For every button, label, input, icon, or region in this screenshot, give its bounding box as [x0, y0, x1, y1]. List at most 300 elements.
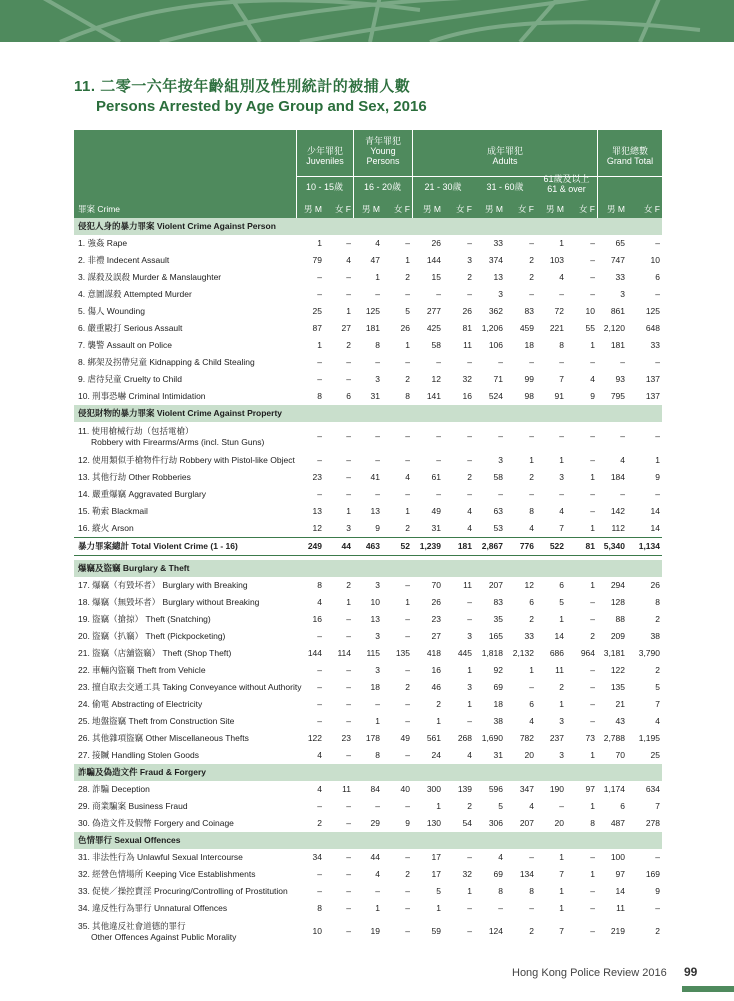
table-cell: 2: [590, 631, 595, 641]
row-label: 4. 意圖謀殺 Attempted Murder: [78, 289, 192, 299]
table-cell: –: [405, 665, 410, 675]
table-cell: 18: [493, 699, 503, 709]
table-cell: –: [346, 374, 351, 384]
table-cell: 6: [529, 699, 534, 709]
table-cell: 13: [312, 506, 322, 516]
table-cell: –: [529, 238, 534, 248]
table-cell: –: [405, 357, 410, 367]
table-cell: 418: [426, 648, 441, 658]
table-cell: 3,790: [638, 648, 660, 658]
total-row: [74, 537, 662, 556]
table-cell: 44: [341, 541, 351, 551]
table-cell: 1: [559, 699, 564, 709]
table-cell: 221: [549, 323, 564, 333]
table-cell: 9: [590, 391, 595, 401]
table-cell: 4: [375, 869, 380, 879]
table-cell: 7: [655, 801, 660, 811]
row-label: 16. 縱火 Arson: [78, 523, 134, 533]
table-cell: 53: [493, 523, 503, 533]
table-cell: 18: [524, 340, 534, 350]
table-cell: 3: [559, 472, 564, 482]
table-cell: 31: [431, 523, 441, 533]
table-cell: 106: [488, 340, 503, 350]
table-cell: 49: [431, 506, 441, 516]
table-cell: 362: [488, 306, 503, 316]
table-cell: 2: [405, 374, 410, 384]
table-cell: –: [346, 431, 351, 441]
table-cell: 84: [370, 784, 380, 794]
table-cell: 776: [519, 541, 534, 551]
table-cell: 12: [524, 580, 534, 590]
table-cell: 5: [655, 682, 660, 692]
table-cell: –: [405, 716, 410, 726]
table-cell: 100: [610, 852, 625, 862]
section-header: [74, 405, 662, 422]
title-chinese: 11. 二零一六年按年齡組別及性別統計的被捕人數: [74, 78, 411, 95]
table-cell: –: [559, 489, 564, 499]
table-cell: –: [346, 455, 351, 465]
table-cell: 3,181: [603, 648, 625, 658]
table-cell: –: [559, 801, 564, 811]
section-header: [74, 218, 662, 235]
male-header: 男 M: [607, 204, 625, 214]
table-cell: 4: [620, 455, 625, 465]
table-cell: –: [317, 455, 322, 465]
table-cell: 1,818: [481, 648, 503, 658]
section-header: [74, 560, 662, 577]
table-cell: 49: [400, 733, 410, 743]
page-number: 99: [684, 965, 698, 979]
table-cell: 1: [436, 801, 441, 811]
table-cell: 1: [436, 716, 441, 726]
table-row: [74, 849, 662, 866]
table-cell: –: [346, 631, 351, 641]
table-row: [74, 286, 662, 303]
table-cell: –: [346, 682, 351, 692]
table-cell: 4: [405, 472, 410, 482]
table-cell: 1: [559, 238, 564, 248]
table-cell: 1: [655, 455, 660, 465]
table-cell: –: [405, 631, 410, 641]
table-cell: –: [620, 431, 625, 441]
table-cell: 40: [400, 784, 410, 794]
table-cell: 2: [467, 272, 472, 282]
table-cell: 7: [559, 374, 564, 384]
table-cell: 1: [346, 597, 351, 607]
table-cell: 2: [529, 272, 534, 282]
table-cell: –: [529, 903, 534, 913]
table-cell: 79: [312, 255, 322, 265]
juveniles-zh: 少年罪犯: [306, 146, 343, 156]
row-label: 10. 刑事恐嚇 Criminal Intimidation: [78, 391, 206, 401]
table-cell: 2: [405, 869, 410, 879]
table-cell: 6: [529, 597, 534, 607]
row-label: 5. 傷人 Wounding: [78, 306, 145, 316]
row-label: [78, 921, 236, 943]
table-cell: –: [317, 631, 322, 641]
table-cell: 137: [645, 391, 660, 401]
table-cell: 33: [615, 272, 625, 282]
table-cell: 2: [559, 682, 564, 692]
table-cell: –: [620, 489, 625, 499]
table-cell: 10: [312, 926, 322, 936]
table-cell: 8: [559, 340, 564, 350]
table-cell: 52: [400, 541, 410, 551]
table-cell: 4: [467, 523, 472, 533]
table-cell: 1: [467, 665, 472, 675]
table-cell: 87: [312, 323, 322, 333]
table-cell: 135: [610, 682, 625, 692]
table-cell: 103: [549, 255, 564, 265]
table-cell: 445: [457, 648, 472, 658]
row-label: 33. 促使／操控賣淫 Procuring/Controlling of Prostitution: [78, 886, 288, 896]
table-cell: –: [590, 238, 595, 248]
table-cell: 4: [467, 506, 472, 516]
table-cell: 207: [488, 580, 503, 590]
table-row: [74, 645, 662, 662]
table-cell: 4: [498, 852, 503, 862]
table-cell: 14: [650, 506, 660, 516]
table-cell: –: [590, 699, 595, 709]
female-header: 女 F: [517, 204, 534, 214]
table-cell: 2,120: [603, 323, 625, 333]
table-cell: 2: [346, 340, 351, 350]
table-cell: 2: [655, 926, 660, 936]
table-cell: 181: [365, 323, 380, 333]
male-header: 男 M: [362, 204, 380, 214]
table-cell: –: [317, 699, 322, 709]
table-cell: –: [467, 614, 472, 624]
table-row: [74, 747, 662, 764]
table-row: [74, 866, 662, 883]
table-cell: 72: [554, 306, 564, 316]
table-cell: 21: [615, 699, 625, 709]
table-cell: 14: [650, 523, 660, 533]
table-cell: 8: [317, 903, 322, 913]
table-cell: 122: [610, 665, 625, 675]
table-cell: –: [655, 289, 660, 299]
row-label: 8. 綁架及拐帶兒童 Kidnapping & Child Stealing: [78, 357, 255, 367]
table-cell: 5: [405, 306, 410, 316]
table-cell: 26: [650, 580, 660, 590]
table-cell: 14: [554, 631, 564, 641]
table-cell: 16: [431, 665, 441, 675]
table-cell: 13: [493, 272, 503, 282]
table-cell: 3: [346, 523, 351, 533]
table-cell: 41: [370, 472, 380, 482]
table-cell: 2: [467, 801, 472, 811]
table-cell: –: [590, 489, 595, 499]
table-cell: 8: [655, 597, 660, 607]
table-row: [74, 354, 662, 371]
table-cell: 9: [405, 818, 410, 828]
table-cell: 181: [610, 340, 625, 350]
table-cell: 277: [426, 306, 441, 316]
table-cell: 1: [559, 886, 564, 896]
table-cell: 1: [590, 801, 595, 811]
table-cell: 1: [436, 903, 441, 913]
table-cell: 278: [645, 818, 660, 828]
table-cell: –: [405, 801, 410, 811]
table-cell: –: [405, 614, 410, 624]
table-cell: 97: [585, 784, 595, 794]
table-cell: –: [467, 597, 472, 607]
footer-accent-bar: [682, 986, 734, 992]
table-cell: 2: [529, 614, 534, 624]
table-cell: 2: [317, 818, 322, 828]
table-cell: 70: [615, 750, 625, 760]
table-cell: –: [405, 699, 410, 709]
table-cell: –: [346, 272, 351, 282]
male-header: 男 M: [423, 204, 441, 214]
table-row: [74, 303, 662, 320]
row-label: 6. 嚴重毆打 Serious Assault: [78, 323, 183, 333]
table-cell: 561: [426, 733, 441, 743]
table-cell: 207: [519, 818, 534, 828]
table-cell: 122: [307, 733, 322, 743]
row-label: 22. 車輛內盜竊 Theft from Vehicle: [78, 665, 206, 675]
table-cell: 114: [337, 648, 351, 658]
table-cell: 165: [488, 631, 503, 641]
table-cell: –: [346, 699, 351, 709]
table-cell: –: [346, 238, 351, 248]
table-cell: 3: [467, 631, 472, 641]
table-cell: 12: [312, 523, 322, 533]
table-cell: –: [405, 580, 410, 590]
table-cell: 15: [431, 272, 441, 282]
table-cell: 686: [549, 648, 564, 658]
table-cell: 4: [590, 374, 595, 384]
table-cell: 1: [405, 340, 410, 350]
table-cell: –: [405, 886, 410, 896]
table-cell: 1: [317, 340, 322, 350]
table-cell: 1: [529, 455, 534, 465]
table-cell: 4: [655, 716, 660, 726]
table-cell: –: [655, 431, 660, 441]
table-cell: –: [346, 926, 351, 936]
table-cell: 1: [590, 580, 595, 590]
table-cell: 4: [529, 716, 534, 726]
table-row: [74, 594, 662, 611]
table-cell: 9: [375, 523, 380, 533]
table-cell: 1: [590, 340, 595, 350]
table-cell: 2: [467, 472, 472, 482]
table-cell: 2,132: [512, 648, 534, 658]
table-cell: 1: [317, 238, 322, 248]
row-label: [78, 426, 264, 448]
table-cell: 141: [426, 391, 441, 401]
table-cell: 347: [519, 784, 534, 794]
table-cell: –: [405, 852, 410, 862]
table-cell: 3: [375, 374, 380, 384]
row-label: 2. 非禮 Indecent Assault: [78, 255, 170, 265]
table-cell: 964: [580, 648, 595, 658]
table-row: [74, 371, 662, 388]
title-english: Persons Arrested by Age Group and Sex, 2016: [96, 98, 427, 115]
table-cell: 190: [549, 784, 564, 794]
header-divider: [297, 176, 353, 177]
table-cell: –: [529, 357, 534, 367]
table-cell: 17: [431, 852, 441, 862]
table-cell: 125: [645, 306, 660, 316]
over61-en: 61 & over: [547, 184, 586, 194]
table-cell: 1: [559, 852, 564, 862]
table-cell: 1,239: [419, 541, 441, 551]
table-cell: 3: [467, 682, 472, 692]
table-cell: 73: [585, 733, 595, 743]
table-cell: 32: [462, 869, 472, 879]
table-cell: 4: [317, 597, 322, 607]
table-cell: 23: [341, 733, 351, 743]
table-cell: –: [467, 357, 472, 367]
table-cell: –: [529, 489, 534, 499]
table-cell: 65: [615, 238, 625, 248]
table-cell: 33: [524, 631, 534, 641]
table-cell: 31: [370, 391, 380, 401]
table-cell: 237: [549, 733, 564, 743]
female-header: 女 F: [334, 204, 351, 214]
table-row: [74, 577, 662, 594]
table-cell: –: [405, 926, 410, 936]
table-cell: –: [375, 489, 380, 499]
table-cell: 8: [317, 391, 322, 401]
table-cell: 8: [529, 886, 534, 896]
table-cell: 3: [620, 289, 625, 299]
table-cell: 10: [370, 597, 380, 607]
table-cell: 1: [405, 597, 410, 607]
adults-en: Adults: [492, 156, 518, 166]
table-row: [74, 388, 662, 405]
table-cell: 10: [585, 306, 595, 316]
table-cell: –: [590, 455, 595, 465]
table-cell: 8: [405, 391, 410, 401]
table-cell: 425: [426, 323, 441, 333]
table-cell: 99: [524, 374, 534, 384]
young-en2: Persons: [366, 156, 400, 166]
table-cell: 69: [493, 682, 503, 692]
table-cell: –: [346, 869, 351, 879]
table-cell: 26: [431, 238, 441, 248]
young-zh: 青年罪犯: [364, 136, 401, 146]
table-cell: 88: [615, 614, 625, 624]
table-cell: –: [346, 801, 351, 811]
table-cell: –: [317, 682, 322, 692]
table-cell: 47: [370, 255, 380, 265]
adults-zh: 成年罪犯: [486, 146, 523, 156]
table-cell: 26: [462, 306, 472, 316]
table-cell: 83: [493, 597, 503, 607]
table-cell: 93: [615, 374, 625, 384]
young-en: Young: [370, 146, 396, 156]
table-cell: –: [346, 716, 351, 726]
table-cell: 795: [610, 391, 625, 401]
table-cell: 1: [590, 750, 595, 760]
table-cell: 7: [559, 523, 564, 533]
table-cell: 5: [436, 886, 441, 896]
grand-zh: 罪犯總數: [611, 146, 648, 156]
table-cell: 33: [493, 238, 503, 248]
table-cell: 1: [467, 699, 472, 709]
table-cell: 7: [559, 869, 564, 879]
table-cell: 178: [365, 733, 380, 743]
row-label: 28. 詐騙 Deception: [78, 784, 150, 794]
table-cell: 3: [375, 580, 380, 590]
table-cell: –: [375, 886, 380, 896]
table-cell: 38: [493, 716, 503, 726]
table-cell: 2: [529, 255, 534, 265]
grand-en: Grand Total: [606, 156, 654, 166]
female-header: 女 F: [455, 204, 472, 214]
table-cell: –: [375, 455, 380, 465]
table-cell: 20: [554, 818, 564, 828]
table-cell: –: [590, 289, 595, 299]
table-cell: 2: [529, 926, 534, 936]
table-cell: 1: [590, 472, 595, 482]
table-cell: 31: [493, 750, 503, 760]
arrest-table: [74, 130, 662, 947]
table-cell: 8: [317, 580, 322, 590]
table-cell: –: [346, 357, 351, 367]
table-cell: 81: [585, 541, 595, 551]
row-label: 29. 商業騙案 Business Fraud: [78, 801, 188, 811]
table-cell: 4: [317, 750, 322, 760]
juveniles-en: Juveniles: [306, 156, 344, 166]
table-cell: –: [529, 682, 534, 692]
table-cell: –: [405, 431, 410, 441]
row-label: 侵犯人身的暴力罪案 Violent Crime Against Person: [78, 221, 276, 231]
section-header: [74, 832, 662, 849]
table-cell: 125: [365, 306, 380, 316]
row-label: 24. 偷電 Abstracting of Electricity: [78, 699, 203, 709]
table-cell: –: [317, 716, 322, 726]
table-cell: –: [655, 903, 660, 913]
table-cell: 14: [615, 886, 625, 896]
table-cell: –: [590, 886, 595, 896]
row-label: 色情罪行 Sexual Offences: [78, 835, 181, 845]
table-cell: 25: [312, 306, 322, 316]
row-label: 25. 地盤盜竊 Theft from Construction Site: [78, 716, 235, 726]
table-cell: 29: [370, 818, 380, 828]
row-label: 14. 嚴重爆竊 Aggravated Burglary: [78, 489, 207, 499]
table-cell: 1,174: [603, 784, 625, 794]
table-cell: 18: [370, 682, 380, 692]
table-cell: 11: [616, 903, 625, 913]
table-row: [74, 781, 662, 798]
table-cell: 1: [346, 506, 351, 516]
female-header: 女 F: [578, 204, 595, 214]
table-cell: 16: [462, 391, 472, 401]
table-cell: 27: [431, 631, 441, 641]
table-cell: 5: [498, 801, 503, 811]
table-row: [74, 503, 662, 520]
table-cell: 63: [493, 506, 503, 516]
table-cell: –: [405, 750, 410, 760]
table-cell: 2: [529, 472, 534, 482]
table-cell: 8: [375, 340, 380, 350]
table-cell: 11: [463, 580, 472, 590]
table-cell: 249: [307, 541, 322, 551]
table-cell: 374: [488, 255, 503, 265]
table-row: [74, 696, 662, 713]
table-cell: 209: [610, 631, 625, 641]
table-cell: 1: [529, 665, 534, 675]
table-cell: –: [467, 903, 472, 913]
row-label-zh: 11. 使用槍械行劫（包括電槍）: [78, 426, 194, 436]
table-cell: –: [498, 357, 503, 367]
table-cell: 219: [610, 926, 625, 936]
table-cell: 137: [645, 374, 660, 384]
row-label: 30. 偽造文件及假幣 Forgery and Coinage: [78, 818, 234, 828]
